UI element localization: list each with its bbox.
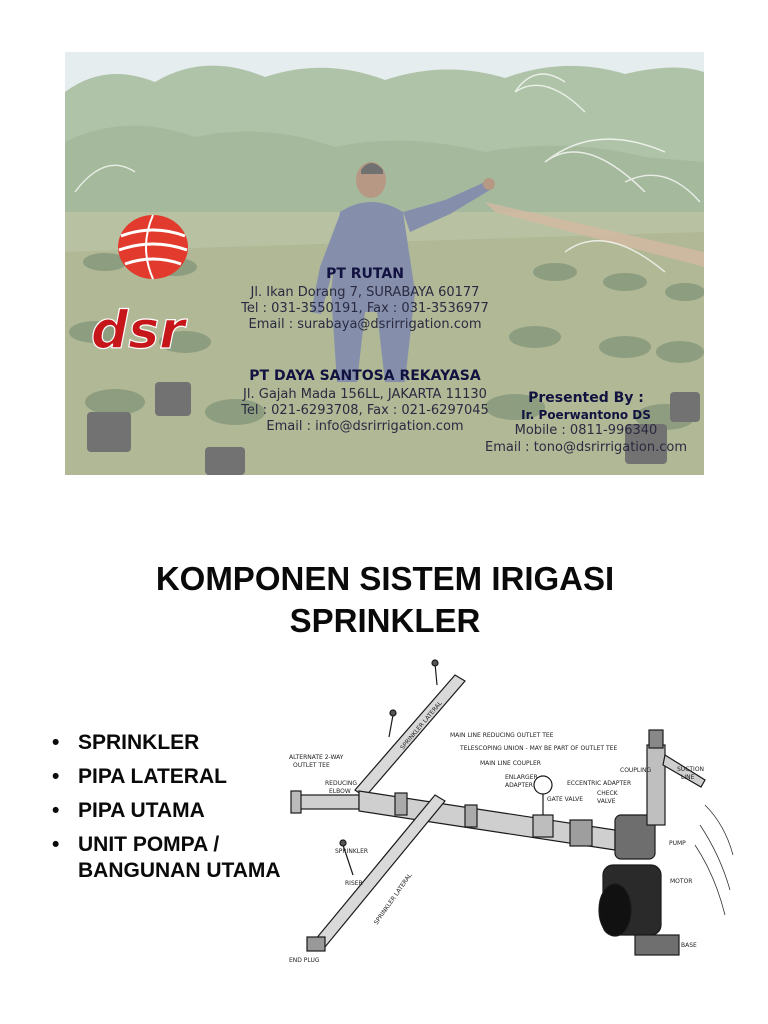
label-sprinkler-lateral-lower: SPRINKLER LATERAL	[372, 872, 414, 927]
label-alternate-2-way: ALTERNATE 2-WAY	[289, 754, 344, 761]
presenter-heading: Presented By :	[528, 390, 644, 406]
dsr-globe-logo-icon	[117, 214, 189, 280]
label-valve: VALVE	[597, 798, 616, 805]
label-sprinkler: SPRINKLER	[335, 848, 369, 855]
label-motor: MOTOR	[670, 878, 693, 885]
company-rutan-info	[220, 266, 510, 333]
list-item: • SPRINKLER	[52, 731, 200, 754]
company-phone: Tel : 031-3550191, Fax : 031-3536977	[241, 301, 489, 316]
header-banner	[65, 52, 704, 475]
company-email: Email : surabaya@dsrirrigation.com	[248, 317, 482, 332]
list-item: • PIPA UTAMA	[52, 799, 205, 822]
label-check: CHECK	[597, 790, 618, 797]
label-end-plug: END PLUG	[289, 957, 320, 964]
presenter-email: Email : tono@dsrirrigation.com	[484, 440, 688, 455]
company-name: PT RUTAN	[326, 266, 404, 282]
slide-title	[40, 558, 730, 642]
list-item-continuation: BANGUNAN UTAMA	[78, 859, 281, 882]
label-enlarger: ENLARGER	[505, 774, 538, 781]
sprinkler-system-diagram	[285, 655, 735, 985]
label-outlet-tee: OUTLET TEE	[293, 762, 330, 769]
company-email: Email : info@dsrirrigation.com	[266, 419, 464, 434]
label-elbow: ELBOW	[329, 788, 351, 795]
company-address: Jl. Ikan Dorang 7, SURABAYA 60177	[250, 285, 480, 300]
list-item: • PIPA LATERAL	[52, 765, 227, 788]
company-phone: Tel : 021-6293708, Fax : 021-6297045	[241, 403, 489, 418]
label-riser: RISER	[345, 880, 363, 887]
company-name: PT DAYA SANTOSA REKAYASA	[249, 368, 481, 384]
bullet-icon: •	[52, 799, 60, 822]
label-adapter: ADAPTER	[505, 782, 533, 789]
label-reducing: REDUCING	[325, 780, 358, 787]
label-line: LINE	[681, 774, 695, 781]
label-suction: SUCTION	[677, 766, 705, 773]
bullet-icon: •	[52, 765, 60, 788]
label-gate-valve: GATE VALVE	[547, 796, 584, 803]
list-item: • UNIT POMPA /	[52, 833, 220, 856]
bullet-icon: •	[52, 731, 60, 754]
label-telescoping-union: TELESCOPING UNION - MAY BE PART OF OUTLET TEE	[460, 745, 618, 752]
label-main-line-coupler: MAIN LINE COUPLER	[480, 760, 541, 767]
label-sprinkler-lateral-upper: SPRINKLER LATERAL	[399, 700, 444, 752]
label-eccentric-adapter: ECCENTRIC ADAPTER	[567, 780, 632, 787]
label-pump: PUMP	[669, 840, 686, 847]
label-base: BASE	[681, 942, 697, 949]
title-line-2: SPRINKLER	[289, 602, 481, 639]
title-line-1: KOMPONEN SISTEM IRIGASI	[155, 560, 615, 597]
label-main-line-reducing-outlet-tee: MAIN LINE REDUCING OUTLET TEE	[450, 732, 554, 739]
presenter-mobile: Mobile : 0811-996340	[514, 423, 658, 438]
label-coupling: COUPLING	[620, 767, 652, 774]
presenter-name: Ir. Poerwantono DS	[521, 408, 651, 422]
bullet-icon: •	[52, 833, 60, 856]
component-list	[50, 730, 320, 892]
company-address: Jl. Gajah Mada 156LL, JAKARTA 11130	[243, 387, 487, 402]
presenter-info	[470, 390, 702, 456]
svg-text:dsr: dsr	[91, 302, 185, 358]
dsr-wordmark-logo	[87, 302, 217, 358]
